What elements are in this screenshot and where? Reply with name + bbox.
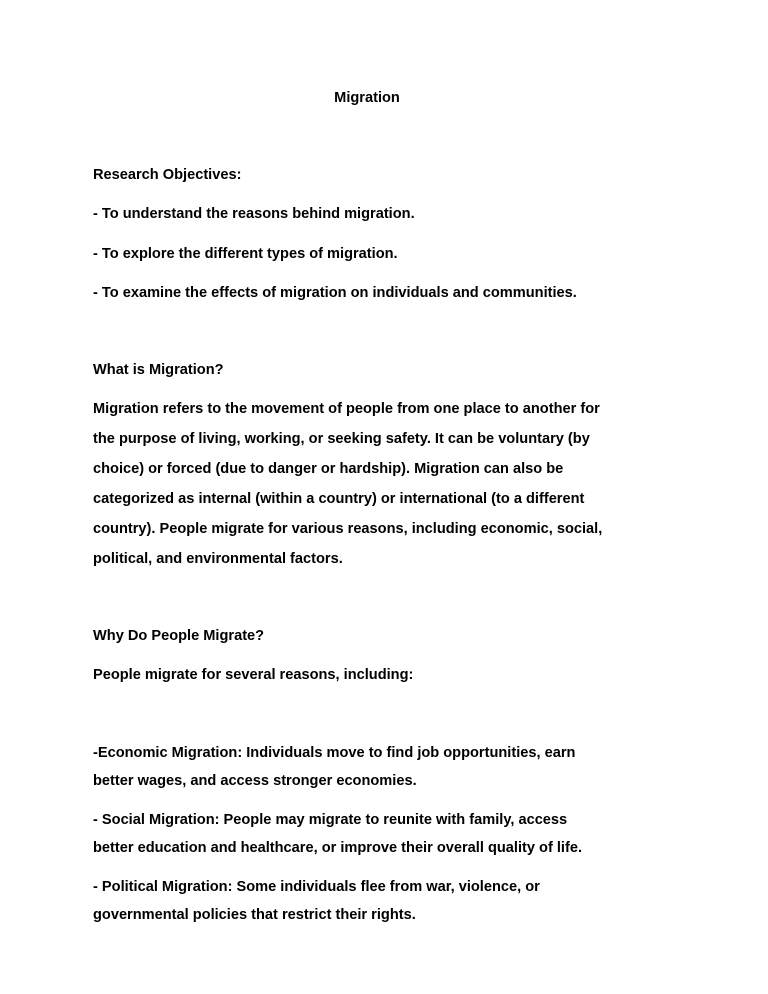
objective-item: - To understand the reasons behind migration. — [93, 206, 415, 222]
reason-line: -Economic Migration: Individuals move to find job opportunities, earn — [93, 745, 576, 761]
what-heading: What is Migration? — [93, 362, 224, 378]
why-heading: Why Do People Migrate? — [93, 628, 265, 644]
document-title: Migration — [334, 90, 400, 106]
objective-item: - To examine the effects of migration on individuals and communities. — [93, 285, 577, 301]
reason-line: - Social Migration: People may migrate to reunite with family, access — [93, 812, 568, 828]
objective-item: - To explore the different types of migration. — [93, 246, 398, 262]
why-intro: People migrate for several reasons, including: — [93, 667, 414, 683]
reason-line: - Political Migration: Some individuals flee from war, violence, or — [93, 879, 540, 895]
reason-line: better education and healthcare, or improve their overall quality of life. — [93, 840, 583, 856]
reason-line: better wages, and access stronger economies. — [93, 773, 417, 789]
paragraph-line: Migration refers to the movement of people from one place to another for — [93, 401, 600, 417]
paragraph-line: choice) or forced (due to danger or hardship). Migration can also be — [93, 461, 564, 477]
paragraph-line: country). People migrate for various reasons, including economic, social, — [93, 521, 603, 537]
objectives-heading: Research Objectives: — [93, 167, 242, 183]
paragraph-line: the purpose of living, working, or seeking safety. It can be voluntary (by — [93, 431, 590, 447]
paragraph-line: political, and environmental factors. — [93, 551, 343, 567]
paragraph-line: categorized as internal (within a country) or international (to a different — [93, 491, 585, 507]
reason-line: governmental policies that restrict their rights. — [93, 907, 416, 923]
